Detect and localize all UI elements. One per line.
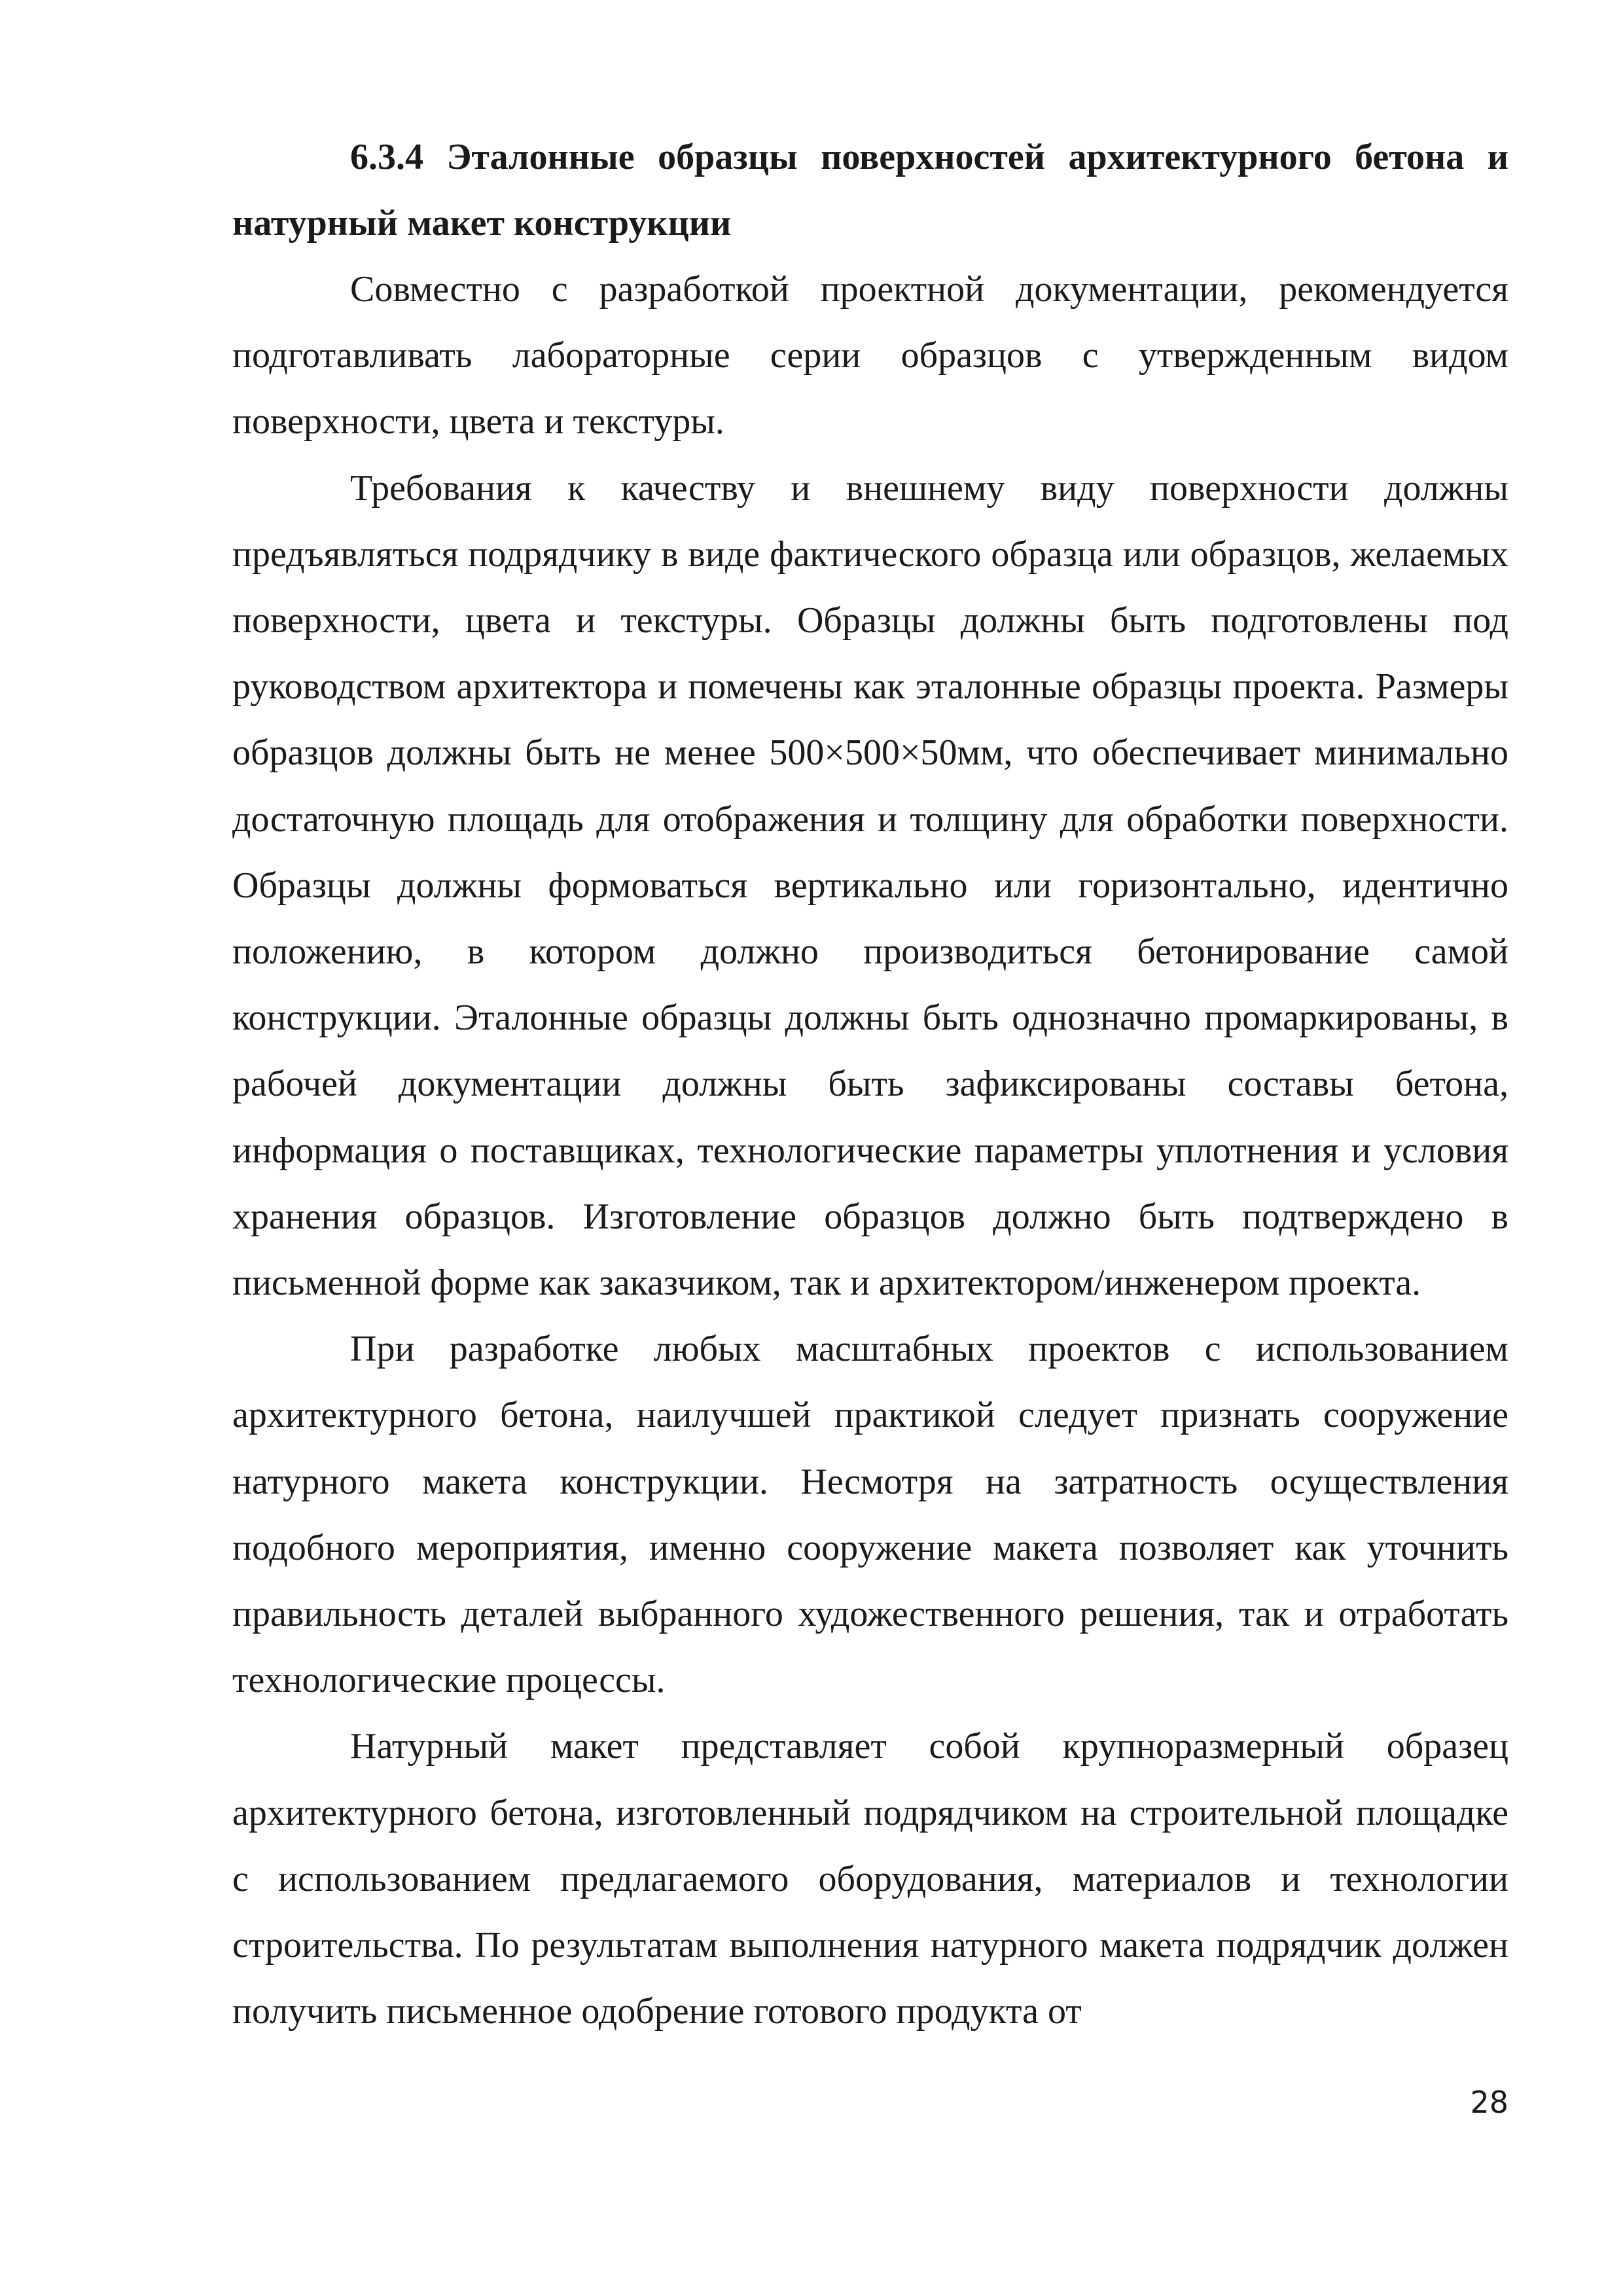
page-number: 28 — [1470, 2085, 1508, 2120]
paragraph-1: Совместно с разработкой проектной документации, рекомендуется подготавливать лабораторные серии образцов с утвержденным видом поверхности, цвета и текстуры. — [232, 269, 1508, 442]
paragraph-3: При разработке любых масштабных проектов с использованием архитектурного бетона, наилучшей практикой следует признать сооружение натурного макета конструкции. Несмотря на затратность осуществления подобного мероприятия, именно сооружение макета позволяет как уточнить правильность деталей выбранного художественного решения, так и отработать технологические процессы. — [232, 1329, 1508, 1701]
paragraph-4: Натурный макет представляет собой крупноразмерный образец архитектурного бетона, изготовленный подрядчиком на строительной площадке с использованием предлагаемого оборудования, материалов и технологии строительства. По результатам выполнения натурного макета подрядчик должен получить письменное одобрение готового продукта от — [232, 1726, 1508, 2032]
paragraph-2: Требования к качеству и внешнему виду поверхности должны предъявляться подрядчику в виде фактического образца или образцов, желаемых поверхности, цвета и текстуры. Образцы должны быть подготовлены под руководством архитектора и помечены как эталонные образцы проекта. Размеры образцов должны быть не менее 500×500×50мм, что обеспечивает минимально достаточную площадь для отображения и толщину для обработки поверхности. Образцы должны формоваться вертикально или горизонтально, идентично положению, в котором должно производиться бетонирование самой конструкции. Эталонные образцы должны быть однозначно промаркированы, в рабочей документации должны быть зафиксированы составы бетона, информация о поставщиках, технологические параметры уплотнения и условия хранения образцов. Изготовление образцов должно быть подтверждено в письменной форме как заказчиком, так и архитектором/инженером проекта. — [232, 467, 1508, 1304]
document-page — [232, 124, 1508, 2045]
section-heading: 6.3.4 Эталонные образцы поверхностей архитектурного бетона и натурный макет конструкции — [232, 137, 1508, 243]
